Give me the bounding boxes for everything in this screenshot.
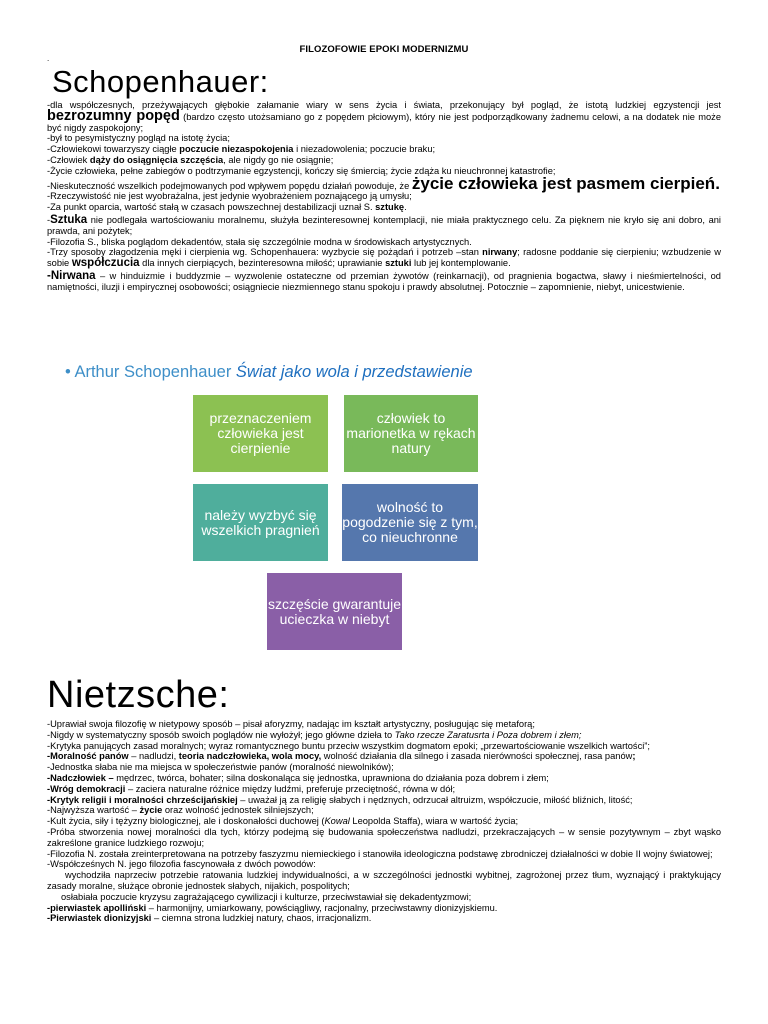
text: – ciemna strona ludzkiej natury, chaos, irracjonalizm. bbox=[153, 913, 372, 924]
text: -Człowiekowi towarzyszy ciągłe bbox=[47, 144, 177, 155]
slide-box bbox=[344, 395, 478, 472]
slide-box-text: przeznaczeniem człowieka jest cierpienie bbox=[209, 410, 312, 456]
bold-phrase: sztukę bbox=[375, 202, 405, 213]
n-line-2 bbox=[47, 730, 721, 741]
s-line-5: -Życie człowieka, pełne zabiegów o podtrzymanie egzystencji, kończy się śmiercią; życie zdąża ku nieuchronnej katastrofie; bbox=[47, 165, 556, 176]
bold-phrase: bezrozumny popęd bbox=[47, 107, 180, 124]
bold-phrase: sztuki bbox=[385, 258, 412, 269]
s-line-6 bbox=[47, 173, 721, 193]
slide-box-text: wolność to pogodzenie się z tym, co nieuchronne bbox=[342, 499, 478, 545]
slide-box-text: należy wyzbyć się wszelkich pragnień bbox=[201, 506, 320, 538]
s-line-1 bbox=[47, 100, 721, 133]
s-line-11 bbox=[47, 247, 721, 269]
n-line-13: -Współcześnych N. jego filozofia fascynowała z dwóch powodów: bbox=[47, 859, 316, 870]
n-line-12: -Filozofia N. została zreinterpretowana na potrzeby faszyzmu niemieckiego i stanowiła ideologiczna podstawę zbrodniczej działalności w dobie II wojny światowej; bbox=[47, 848, 713, 859]
bold-phrase: Sztuka bbox=[50, 213, 88, 226]
text: . bbox=[404, 202, 407, 213]
n-line-16 bbox=[47, 903, 721, 914]
text: -Człowiek bbox=[47, 154, 88, 165]
text: -Za punkt oparcia, wartość stałą w czasach powszechnej destabilizacji uznał S. bbox=[47, 202, 373, 213]
text: wolność działania dla silnego i zasada nierówności społecznej, rasa panów bbox=[321, 751, 633, 762]
text: ; radosne poddanie się cierpieniu; wzbudzenie w sobie bbox=[47, 247, 721, 269]
text: , ale nigdy go nie osiągnie; bbox=[223, 154, 334, 165]
n-line-4 bbox=[47, 751, 721, 762]
bold-phrase: -Moralność panów bbox=[47, 751, 129, 762]
s-line-3 bbox=[47, 144, 721, 155]
bold-phrase: nirwany bbox=[482, 247, 518, 258]
n-line-6 bbox=[47, 773, 721, 784]
n-line-11: -Próba stworzenia nowej moralności dla tych, którzy podejmą się budowania społeczeństwa nadludzi, przekraczających – w sensie pozytywnym – zbyt wąsko zakreślone granice ludzkiego rozwoju; bbox=[47, 826, 721, 848]
slide-box bbox=[193, 395, 328, 472]
s-line-4 bbox=[47, 155, 721, 166]
text: – zaciera naturalne różnice między ludźmi, preferuje przeciętność, równa w dół; bbox=[127, 783, 456, 794]
slide-box-text: człowiek to marionetka w rękach natury bbox=[346, 410, 476, 456]
text: – uważał ją za religię słabych i nędznych, odrzucał altruizm, współczucie, miłość bliźnich, litość; bbox=[240, 794, 633, 805]
slide-box bbox=[267, 573, 402, 650]
n-line-15: osłabiała poczucie kryzysu zagrażającego cywilizacji i kulturze, przeciwstawiał się dekadentyzmowi; bbox=[61, 891, 472, 902]
bold-phrase: -Pierwiastek dionizyjski bbox=[47, 913, 152, 924]
s-line-12 bbox=[47, 271, 721, 293]
text: mędrzec, twórca, bohater; silna doskonaląca się jednostka, uprawniona do działania poza dobrem i złem; bbox=[116, 772, 549, 783]
text: (bardzo często utożsamiano go z popędem płciowym), który nie jest podporządkowany żadnemu celowi, a na dodatek nie może być nigdy zaspokojony; bbox=[47, 111, 721, 133]
text: ; bbox=[632, 751, 636, 762]
bold-phrase: -Nadczłowiek – bbox=[47, 772, 114, 783]
text: – w hinduizmie i buddyzmie – wyzwolenie ostateczne od przemian żywotów (reinkarnacji), od pragnienia bogactwa, sławy i nieśmiertelności, od namiętności, iluzji i empirycznej osobowości; osiągniecie niezmiennego stanu spokoju i prawdy absolutnej. Potocznie – zapomnienie, niebyt, unicestwienie. bbox=[47, 270, 721, 292]
slide-title-italic: Świat jako wola i przedstawienie bbox=[235, 363, 473, 381]
text: -Trzy sposoby złagodzenia męki i cierpienia wg. Schopenhauera: wyzbycie się pożądań i potrzeb –stan bbox=[47, 247, 479, 258]
text: -Nigdy w systematyczny sposób swoich poglądów nie wyłożył; jego główne dzieła to bbox=[47, 729, 393, 740]
n-line-14: wychodziła naprzeciw potrzebie ratowania ludzkiej indywidualności, a w szczególności jednostki wybitnej, zagrożonej przez tłum, wyznającý i praktykujący zasady moralne, służące obronie jednostek słabych, nijakich, pospolitych; bbox=[47, 870, 721, 891]
bullet-icon: • bbox=[65, 363, 71, 381]
stray-dot: . bbox=[47, 54, 50, 63]
n-line-17 bbox=[47, 913, 721, 924]
bold-phrase: dąży do osiągnięcia szczęścia bbox=[89, 154, 224, 165]
text: Leopolda Staffa), wiara w wartość życia; bbox=[352, 816, 519, 827]
slide-image bbox=[47, 356, 539, 656]
text: oraz wolność jednostek silniejszych; bbox=[164, 805, 314, 816]
s-line-8 bbox=[47, 202, 721, 213]
slide-title-plain: Arthur Schopenhauer bbox=[74, 363, 232, 381]
s-line-10: -Filozofia S., bliska poglądom dekadentów, stała się szczególnie modna w środowiskach artystycznych. bbox=[47, 236, 472, 247]
document-title: FILOZOFOWIE EPOKI MODERNIZMU bbox=[299, 44, 469, 55]
bold-phrase: -Krytyk religii i moralności chrześcijańskiej bbox=[47, 794, 238, 805]
slide-title bbox=[65, 363, 473, 382]
slide-box bbox=[193, 484, 328, 561]
text: – nadludzi, bbox=[131, 751, 177, 762]
text: i niezadowolenia; poczucie braku; bbox=[296, 144, 436, 155]
bold-phrase: -Wróg demokracji bbox=[47, 783, 126, 794]
bold-phrase: życie bbox=[139, 805, 163, 816]
s-line-7: -Rzeczywistość nie jest wyobrażalna, jest jedynie wyobrażeniem poznającego ją umysłu; bbox=[47, 191, 412, 202]
slide-box-text: szczęście gwarantuje ucieczka w niebyt bbox=[267, 595, 402, 627]
schopenhauer-text bbox=[47, 100, 721, 293]
text: dla innych cierpiących, bezinteresowna miłość; uprawianie bbox=[142, 258, 383, 269]
n-line-8 bbox=[47, 795, 721, 806]
s-line-2: -był to pesymistyczny pogląd na istotę życia; bbox=[47, 133, 230, 144]
s-line-9 bbox=[47, 215, 721, 237]
n-line-10 bbox=[47, 816, 721, 827]
n-line-7 bbox=[47, 784, 721, 795]
bold-phrase: poczucie niezaspokojenia bbox=[179, 144, 294, 155]
nietzsche-heading: Nietzsche: bbox=[47, 674, 230, 716]
schopenhauer-heading: Schopenhauer: bbox=[52, 64, 269, 99]
bold-phrase: -Nirwana bbox=[47, 269, 96, 282]
text: . bbox=[715, 173, 720, 193]
n-line-3: -Krytyka panujących zasad moralnych; wyraz romantycznego buntu przeciw wszystkim dogmatom epoki; „przewartościowanie wszelkich wartości”; bbox=[47, 740, 650, 751]
italic-phrase: Tako rzecze Zaratusrta i Poza dobrem i złem; bbox=[394, 729, 582, 740]
italic-phrase: Kowal bbox=[324, 816, 350, 827]
text: – harmonijny, umiarkowany, powściągliwy, racjonalny, przeciwstawny dionizyjskiemu. bbox=[148, 902, 498, 913]
bold-phrase: -pierwiastek apolliński bbox=[47, 902, 147, 913]
text: -dla współczesnych, przeżywających głębokie załamanie wiary w sens życia i świata, przekonujący był pogląd, że istotą ludzkiej egzystencji jest bbox=[47, 100, 721, 110]
text: - bbox=[47, 214, 51, 225]
text: -Najwyższa wartość – bbox=[47, 805, 137, 816]
text: nie podlegała wartościowaniu moralnemu, służyła bezinteresownej kontemplacji, nie miała praktycznego celu. Za pięknem nie kryło się ani dobro, ani prawda, ani pożytek; bbox=[47, 214, 721, 236]
bold-phrase: współczucia bbox=[71, 257, 140, 270]
n-line-5: -Jednostka słaba nie ma miejsca w społeczeństwie panów (moralność niewolników); bbox=[47, 762, 394, 773]
n-line-9 bbox=[47, 805, 721, 816]
bold-phrase: teoria nadczłowieka, wola mocy, bbox=[178, 751, 322, 762]
slide-box bbox=[342, 484, 478, 561]
nietzsche-text bbox=[47, 719, 721, 924]
text: -Kult życia, siły i tężyzny biologicznej, ale i doskonałości duchowej ( bbox=[47, 816, 325, 827]
text: lub jej kontemplowanie. bbox=[414, 258, 511, 269]
bold-phrase: życie człowieka jest pasmem cierpień bbox=[411, 173, 716, 193]
text: -Nieskuteczność wszelkich podejmowanych pod wpływem popędu działań powoduje, że bbox=[47, 180, 410, 191]
n-line-1: -Uprawiał swoja filozofię w nietypowy sposób – pisał aforyzmy, nadając im kształt artystyczny, posługując się metaforą; bbox=[47, 719, 535, 729]
